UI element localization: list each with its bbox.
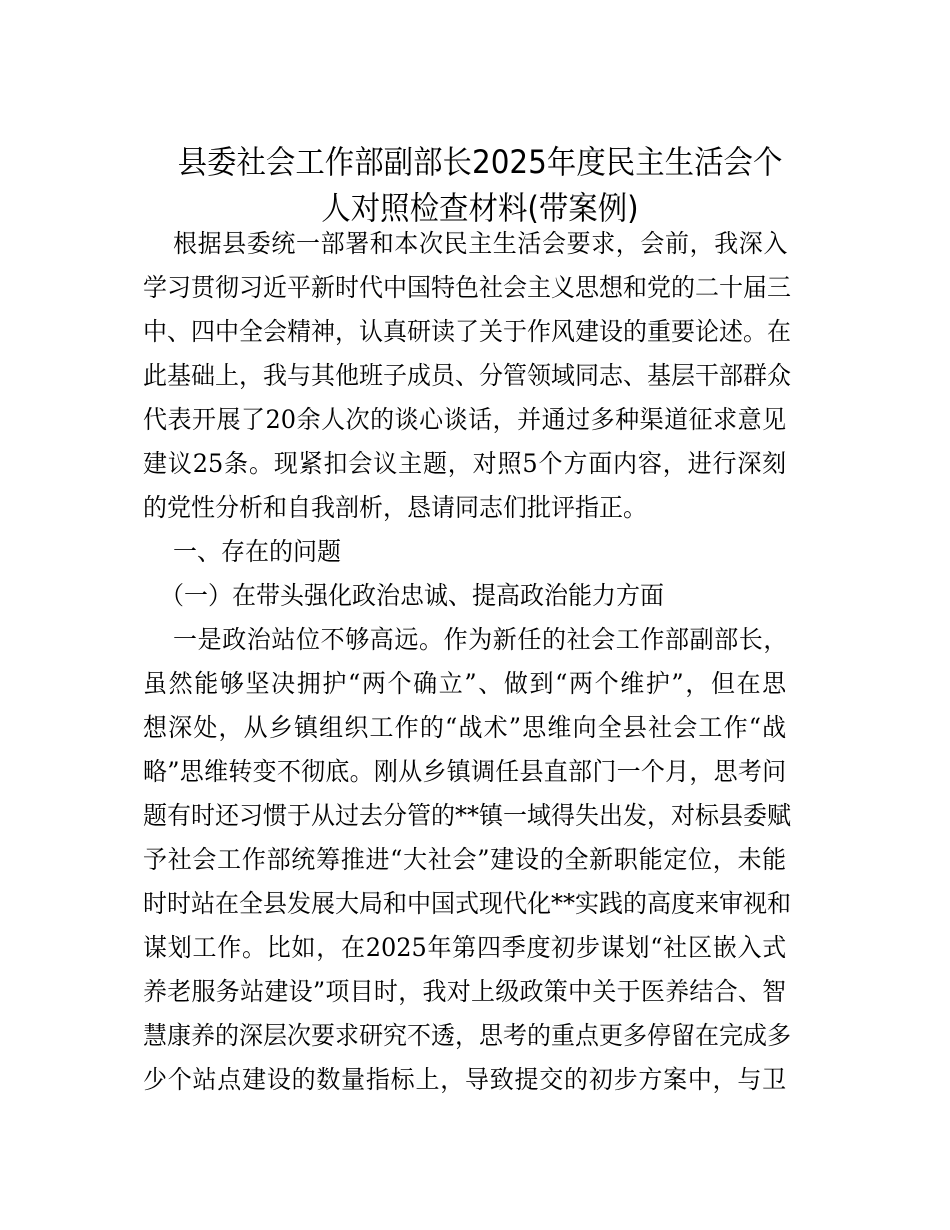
body-line: 略”思维转变不彻底。刚从乡镇调任县直部门一个月，思考问 [143, 757, 787, 786]
body-line: 一是政治站位不够高远。作为新任的社会工作部副部长， [173, 625, 788, 654]
body-line: 谋划工作。比如，在2025年第四季度初步谋划“社区嵌入式 [143, 933, 787, 962]
intro-line: 学习贯彻习近平新时代中国特色社会主义思想和党的二十届三 [143, 273, 792, 302]
document-title-line-1: 县委社会工作部副部长2025年度民主生活会个 [177, 143, 783, 181]
section-heading: 一、存在的问题 [173, 537, 342, 566]
subsection-heading: （一）在带头强化政治忠诚、提高政治能力方面 [160, 581, 665, 610]
intro-line: 此基础上，我与其他班子成员、分管领域同志、基层干部群众 [143, 361, 792, 390]
body-line: 予社会工作部统筹推进“大社会”建设的全新职能定位，未能 [143, 845, 787, 874]
intro-line: 代表开展了20余人次的谈心谈话，并通过多种渠道征求意见 [143, 405, 787, 434]
document-title-line-2: 人对照检查材料(带案例) [321, 189, 639, 227]
body-line: 虽然能够坚决拥护“两个确立”、做到“两个维护”，但在思 [143, 669, 787, 698]
intro-line: 根据县委统一部署和本次民主生活会要求，会前，我深入 [173, 229, 788, 258]
body-line: 少个站点建设的数量指标上，导致提交的初步方案中，与卫 [143, 1065, 787, 1094]
body-line: 题有时还习惯于从过去分管的**镇一域得失出发，对标县委赋 [143, 801, 792, 830]
body-line: 想深处，从乡镇组织工作的“战术”思维向全县社会工作“战 [143, 713, 787, 742]
body-line: 养老服务站建设”项目时，我对上级政策中关于医养结合、智 [143, 977, 787, 1006]
intro-line: 的党性分析和自我剖析，恳请同志们批评指正。 [143, 493, 648, 522]
intro-line: 中、四中全会精神，认真研读了关于作风建设的重要论述。在 [143, 317, 792, 346]
body-line: 时时站在全县发展大局和中国式现代化**实践的高度来审视和 [143, 889, 792, 918]
body-line: 慧康养的深层次要求研究不透，思考的重点更多停留在完成多 [143, 1021, 792, 1050]
intro-line: 建议25条。现紧扣会议主题，对照5个方面内容，进行深刻 [143, 449, 787, 478]
